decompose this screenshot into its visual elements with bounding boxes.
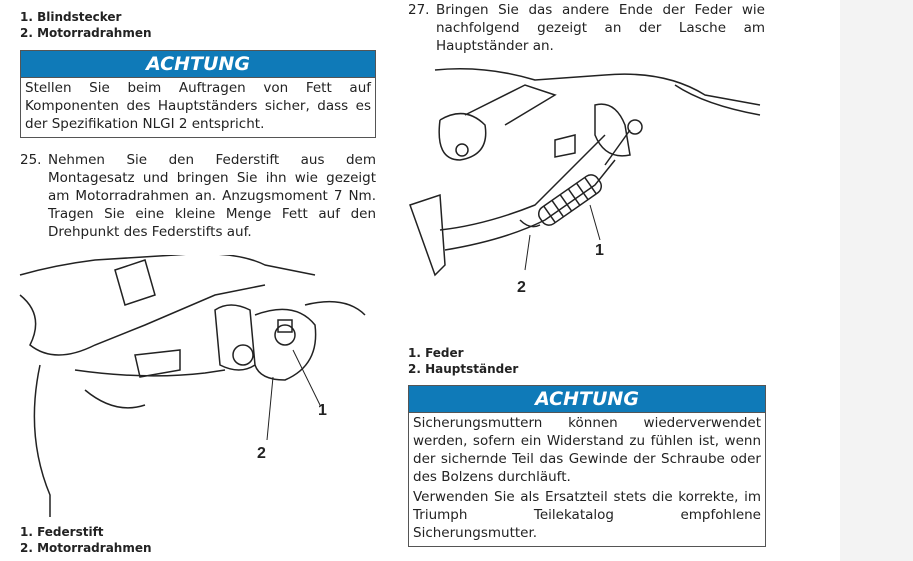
- caption-right: [408, 345, 518, 377]
- caption-item: 2. Motorradrahmen: [20, 26, 152, 40]
- caption-item: 2. Hauptständer: [408, 362, 519, 376]
- step-number: 27.: [408, 2, 430, 18]
- warning-box: [20, 50, 376, 138]
- caption-top: [20, 9, 152, 41]
- caption-item: 2. Motorradrahmen: [20, 541, 152, 555]
- figure-label: 1: [595, 242, 604, 259]
- step-25: [20, 151, 376, 241]
- step-27: [408, 1, 765, 55]
- step-text: Bringen Sie das andere Ende der Feder wie nachfolgend gezeigt an der Lasche am Hauptständer an.: [436, 2, 765, 54]
- caption-item: 1. Blindstecker: [20, 10, 122, 24]
- warning-text: Verwenden Sie als Ersatzteil stets die korrekte, im Triumph Teilekatalog empfohlene Sicherungsmutter.: [413, 489, 761, 541]
- warning-box: [408, 385, 766, 547]
- warning-text: Stellen Sie beim Auftragen von Fett auf Komponenten des Hauptständers sicher, dass es der Spezifikation NLGI 2 entspricht.: [25, 80, 371, 132]
- warning-text: Sicherungsmuttern können wiederverwendet werden, sofern ein Widerstand zu fühlen ist, wenn der sichernde Teil das Gewinde der Schraube oder des Bolzens durchläuft.: [413, 415, 761, 485]
- figure-spring-pin: [15, 255, 380, 520]
- step-number: 25.: [20, 152, 42, 168]
- figure-label: 1: [318, 402, 327, 419]
- figure-spring: [405, 65, 765, 300]
- warning-title: ACHTUNG: [409, 386, 765, 413]
- figure-label: 2: [517, 279, 526, 296]
- step-text: Nehmen Sie den Federstift aus dem Montagesatz und bringen Sie ihn wie gezeigt am Motorradrahmen an. Anzugsmoment 7 Nm. Tragen Sie eine kleine Menge Fett auf den Drehpunkt des Federstifts auf.: [48, 152, 376, 240]
- side-panel: [840, 0, 913, 561]
- caption-item: 1. Feder: [408, 346, 464, 360]
- caption-bottom: [20, 524, 152, 556]
- caption-item: 1. Federstift: [20, 525, 104, 539]
- warning-title: ACHTUNG: [21, 51, 375, 78]
- figure-label: 2: [257, 445, 266, 462]
